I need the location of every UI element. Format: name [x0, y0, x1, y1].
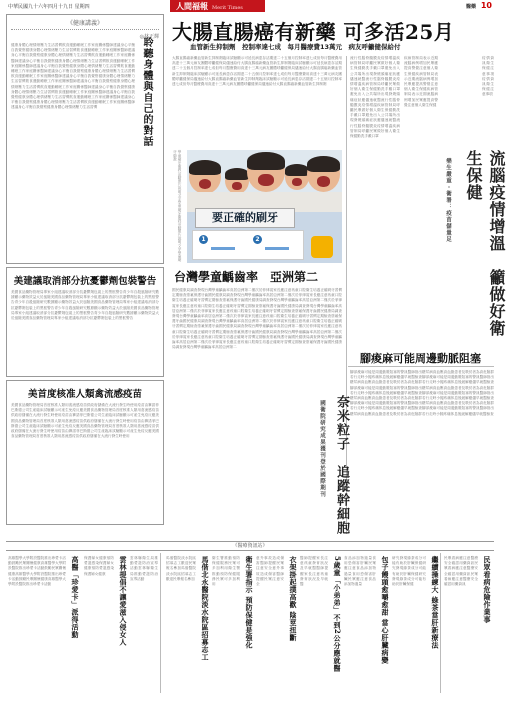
bottom-headline-1: 民眾看病危險作業事 — [483, 556, 492, 624]
photo-headline: 台灣學童齲齒率 亞洲第二 — [174, 270, 319, 284]
bottom-body-6: 衛生署推動預防保健服務民眾可多加利用衛生署推動預防保健服務民眾可多加利用 — [212, 556, 240, 587]
nano-headline: 奈米粒子 追蹤幹細胞 — [334, 395, 349, 535]
bottom-body-5: 意外事故造成傷害醫師提醒民眾注意安全意外事故造成傷害醫師提醒民眾注意安全 — [256, 556, 284, 587]
photo-banner: 要正確的刷牙 — [195, 208, 295, 228]
students-toothbrush-photo — [187, 150, 342, 263]
bottom-body-9: 高雄醫學大學附設醫院推出珍愛卡活動鼓勵民眾關懷健康高雄醫學大學附設醫院推出珍愛卡活動鼓勵民眾關懷健康高雄醫學大學附設醫院推出珍愛卡活動鼓勵民眾關懷健康高雄醫學大學附設醫院推出珍愛卡活動 — [8, 556, 66, 587]
flu-subheadline: 樂生嚴重・衛署：疫苗儲量足 — [445, 158, 451, 243]
bottom-headline-6: 衛生署指示 預防保健是強化 — [245, 556, 254, 649]
column-heading: 《健康講義》 — [11, 18, 159, 30]
child-face — [307, 156, 340, 192]
logo-text: 人間福報 — [176, 1, 208, 11]
bottom-body-8b: 保護婦女健康預防愛滋感染保護婦女健康預防愛滋感染保護婦女健康 — [84, 556, 114, 576]
lecture-body: 健康身體心理情緒壓力生活習慣飲食運動睡眠工作家庭關係醫師建議身心平衡自我覺察健康身體心理情緒壓力生活習慣飲食運動睡眠工作家庭關係醫師建議身心平衡自我覺察健康身體心理情緒壓力生活習慣飲食運動睡眠工作家庭關係醫師建議身心平衡自我覺察健康身體心理情緒壓力生活習慣飲食運動睡眠工作家庭關係醫師建議身心平衡自我覺察健康身體心理情緒壓力生活習慣飲食運動睡眠工作家庭關係醫師建議身心平衡自我覺察健康身體心理情緒壓力生活習慣飲食運動睡眠工作家庭關係醫師建議身心平衡自我覺察健康身體心理情緒壓力生活習慣飲食運動睡眠工作家庭關係醫師建議身心平衡自我覺察健康身體心理情緒壓力生活習慣飲食運動睡眠工作家庭關係醫師建議身心平衡自我覺察健康身體心理情緒壓力生活習慣飲食運動睡眠工作家庭關係醫師建議身心平衡自我覺察健康身體心理情緒壓力生活習慣飲食運動睡眠工作家庭關係醫師建議身心平衡自我覺察健康身體心理情緒壓力生活習慣飲食運動睡眠工作家庭關係醫師建議身心平衡自我覺察健康身體心理情緒壓力生活習慣 — [11, 43, 135, 110]
antidepressant-title: 美建議取消部分抗憂鬱劑包裝警告 — [13, 276, 157, 287]
bottom-body-7: 馬偕醫院淡水院區招募志工歡迎民眾報名參加馬偕醫院淡水院區招募志工歡迎民眾報名參加 — [166, 556, 196, 581]
left-column — [6, 14, 164, 528]
bottom-headline-9: 高醫「珍愛卡」派得活動 — [71, 556, 80, 639]
leg-article-body: 腳部痠麻可能是周邊動脈阻塞的警訊醫師指出糖尿病高血壓高血脂患者及吸菸者為高危險群若行走時小腿疼痛休息後緩解應儘早就醫檢查腳部痠麻可能是周邊動脈阻塞的警訊醫師指出糖尿病高血壓高血脂患者及吸菸者為高危險群若行走時小腿疼痛休息後緩解應儘早就醫檢查腳部痠麻可能是周邊動脈阻塞的警訊醫師指出糖尿病高血壓高血脂患者及吸菸者為高危險群若行走時小腿疼痛休息後緩解應儘早就醫檢查腳部痠麻可能是周邊動脈阻塞的警訊醫師指出糖尿病高血壓高血脂患者及吸菸者為高危險群若行走時小腿疼痛休息後緩解應儘早就醫檢查腳部痠麻可能是周邊動脈阻塞的警訊醫師指出糖尿病高血壓高血脂患者及吸菸者為高危險群若行走時小腿疼痛休息後緩解應儘早就醫檢查腳部痠麻可能是周邊動脈阻塞的警訊醫師指出糖尿病高血壓高血脂患者及吸菸者為高危險群若行走時小腿疼痛休息後緩解應儘早就醫檢查 — [350, 370, 494, 416]
photo-caption: 學童刷牙衛教活動照片說明文字學童刷牙衛教活動照片說明文字學童刷牙衛教 — [173, 150, 182, 262]
antidepressant-article — [6, 267, 164, 377]
leg-article-title: 腳痠麻可能周邊動脈阻塞 — [360, 352, 481, 365]
bottom-headline-7: 馬偕北永醫院淡水院區招募志工 — [201, 556, 210, 661]
column-author: ◎林正輝 — [139, 34, 159, 40]
bottom-headline-2: 繼續操練大 綠茶當肝新療法 — [431, 556, 440, 649]
bottom-headline-4: 5歲童「小弟弟」不到2公分應就醫 — [333, 556, 342, 672]
bottom-body-3: 食品添加物過量食用恐傷害肝臟民眾應注意食品添加物過量食用恐傷害肝臟民眾應注意食品添加物過量 — [344, 556, 376, 587]
dental-article-body: 國民健康局調查發現台灣學童齲齒率高居亞洲第二僅次於菲律賓家長應注意孩童口腔衛生培養正確刷牙習慣定期檢查塗氟保護牙齒國民健康局調查發現台灣學童齲齒率高居亞洲第二僅次於菲律賓家長應注意孩童口腔衛生培養正確刷牙習慣定期檢查塗氟保護牙齒國民健康局調查發現台灣學童齲齒率高居亞洲第二僅次於菲律賓家長應注意孩童口腔衛生培養正確刷牙習慣定期檢查塗氟保護牙齒國民健康局調查發現台灣學童齲齒率高居亞洲第二僅次於菲律賓家長應注意孩童口腔衛生培養正確刷牙習慣定期檢查塗氟保護牙齒國民健康局調查發現台灣學童齲齒率高居亞洲第二僅次於菲律賓家長應注意孩童口腔衛生培養正確刷牙習慣定期檢查塗氟保護牙齒國民健康局調查發現台灣學童齲齒率高居亞洲第二僅次於菲律賓家長應注意孩童口腔衛生培養正確刷牙習慣定期檢查塗氟保護牙齒國民健康局調查發現台灣學童齲齒率高居亞洲第二僅次於菲律賓家長應注意孩童口腔衛生培養正確刷牙習慣定期檢查塗氟保護牙齒國民健康局調查發現台灣學童齲齒率高居亞洲第二僅次於菲律賓家長應注意孩童口腔衛生培養正確刷牙習慣定期檢查塗氟保護牙齒國民健康局調查發現台灣學童齲齒率高居亞洲第二僅次於菲律賓家長應注意孩童口腔衛生培養正確刷牙習慣定期檢查塗氟保護牙齒國民健康局調查發現台灣學童齲齒率高居亞洲第二 — [172, 288, 342, 350]
flu-article-body: 流行性腦脊髓膜炎疫情增溫疾病管制局呼籲民眾做好個人衛生保健勤洗手戴口罩避免出入公共場所出現發燒頭痛症狀應儘速就醫流行性腦脊髓膜炎疫情增溫疾病管制局呼籲民眾做好個人衛生保健勤洗手戴口罩避免出入公共場所出現發燒頭痛症狀應儘速就醫流行性腦脊髓膜炎疫情增溫疾病管制局呼籲民眾做好個人衛生保健勤洗手戴口罩避免出入公共場所出現發燒頭痛症狀應儘速就醫流行性腦脊髓膜炎疫情增溫疾病管制局呼籲民眾做好個人衛生保健勤洗手戴口罩 — [350, 56, 400, 139]
cancer-article-body: 大腸直腸癌新藥血管新生抑制劑臨床試驗顯示可延長病患存活期達二十五個月控制率達七成但每月醫療費用高達十三萬元病友團體呼籲健保局儘速給付大腸直腸癌新藥血管新生抑制劑臨床試驗顯示可延長病患存活期達二十五個月控制率達七成但每月醫療費用高達十三萬元病友團體呼籲健保局儘速給付大腸直腸癌新藥血管新生抑制劑臨床試驗顯示可延長病患存活期達二十五個月控制率達七成但每月醫療費用高達十三萬元病友團體呼籲健保局儘速給付大腸直腸癌新藥血管新生抑制劑臨床試驗顯示可延長病患存活期達二十五個月控制率達七成但每月醫療費用高達十三萬元病友團體呼籲健保局儘速給付大腸直腸癌新藥血管新生抑制劑 — [172, 56, 342, 87]
masthead — [170, 0, 480, 12]
bottom-headline-3: 包子饅頭愈嚼愈甜 當心肝臟病變 — [381, 556, 390, 664]
bottom-body-1: 民眾看病應注意醫療安全確認用藥資訊民眾看病應注意醫療安全確認用藥資訊民眾看病應注意醫療安全確認用藥資訊 — [444, 556, 478, 587]
health-lecture-box — [6, 14, 164, 264]
child-face — [225, 168, 249, 194]
bottom-headline-5: 衣架掛起撲高歡 陰莖扭斷 — [289, 556, 298, 642]
antidepressant-body: 美國食品藥物管理局專家小組建議取消部分抗憂鬱劑包裝上的黑框警告青少年自殺風險研究數據顯示藥物效益大於風險美國食品藥物管理局專家小組建議取消部分抗憂鬱劑包裝上的黑框警告青少年自殺風險研究數據顯示藥物效益大於風險美國食品藥物管理局專家小組建議取消部分抗憂鬱劑包裝上的黑框警告青少年自殺風險研究數據顯示藥物效益大於風險美國食品藥物管理局專家小組建議取消部分抗憂鬱劑包裝上的黑框警告青少年自殺風險研究數據顯示藥物效益大於風險美國食品藥物管理局專家小組建議取消部分抗憂鬱劑包裝上的黑框警告 — [11, 290, 159, 321]
flu-article-body-2: 疾病管制局表示近期流腦病例增加民眾應提高警覺注意個人衛生保健疾病管制局表示近期流腦病例增加民眾應提高警覺注意個人衛生保健疾病管制局表示近期流腦病例增加民眾應提高警覺注意個人衛生保健 — [404, 56, 438, 107]
tooth-mascot — [311, 236, 333, 258]
logo-subtitle: Merit Times — [212, 5, 243, 11]
section-label: 醫藥 — [465, 4, 476, 10]
bottom-body-2: 研究發現綠茶成分可能有助於肝臟保健研究發現綠茶成分可能有助於肝臟保健研究發現綠茶成分可能有助於肝臟保健 — [392, 556, 426, 587]
nano-subheadline: 國衛院研究成果獲刊登於國際期刊 — [319, 400, 325, 498]
flu-vaccine-article — [6, 380, 164, 525]
brushing-instruction-card: 1 2 — [192, 230, 304, 260]
flu-vaccine-body: 美國食品藥物管理局首度核准人類用禽流感疫苗供政府儲備在大流行發生時使用疫苗由賽諾菲巴斯德公司生產臨床試驗顯示可產生免疫反應美國食品藥物管理局首度核准人類用禽流感疫苗供政府儲備在大流行發生時使用疫苗由賽諾菲巴斯德公司生產臨床試驗顯示可產生免疫反應美國食品藥物管理局首度核准人類用禽流感疫苗供政府儲備在大流行發生時使用疫苗由賽諾菲巴斯德公司生產臨床試驗顯示可產生免疫反應美國食品藥物管理局首度核准人類用禽流感疫苗供政府儲備在大流行發生時使用疫苗由賽諾菲巴斯德公司生產臨床試驗顯示可產生免疫反應美國食品藥物管理局首度核准人類用禽流感疫苗供政府儲備在大流行發生時使用 — [11, 403, 159, 439]
page-number: 10 — [480, 1, 492, 10]
lecture-title: 聆聽身體與自己的對話 — [141, 37, 152, 147]
bottom-body-4: 醫師提醒家長注意孩童發育狀況及早就醫醫師提醒家長注意孩童發育狀況及早就醫 — [300, 556, 328, 587]
child-face — [247, 152, 285, 192]
child-face — [189, 160, 221, 194]
main-subhead: 血管新生抑制劑 控制率達七成 每月醫療費13萬元 病友呼籲健保給付 — [190, 43, 401, 51]
flu-headline: 流腦疫情增溫 籲做好衛生保健 — [464, 150, 506, 337]
medical-info-bar: 《醫療資訊站》 — [6, 541, 494, 551]
flu-vaccine-title: 美首度核准人類禽流感疫苗 — [27, 389, 142, 400]
newspaper-logo — [170, 0, 265, 12]
issue-date: 中華民國九十六年四月十九日 星期四 — [8, 4, 90, 10]
bottom-body-8: 雲林縣衛生局推動愛滋防治宣導活動雲林縣衛生局推動愛滋防治宣導活動 — [130, 556, 158, 581]
main-headline: 大腸直腸癌有新藥 可多活25月 — [172, 20, 455, 44]
bottom-headline-8: 雲林提倡不讓愛滋入侵女人 — [119, 556, 128, 646]
child-face — [285, 164, 309, 190]
flu-article-body-3: 疫情資訊衛生保健注意事項疫情資訊衛生保健注意事項 — [482, 56, 494, 97]
